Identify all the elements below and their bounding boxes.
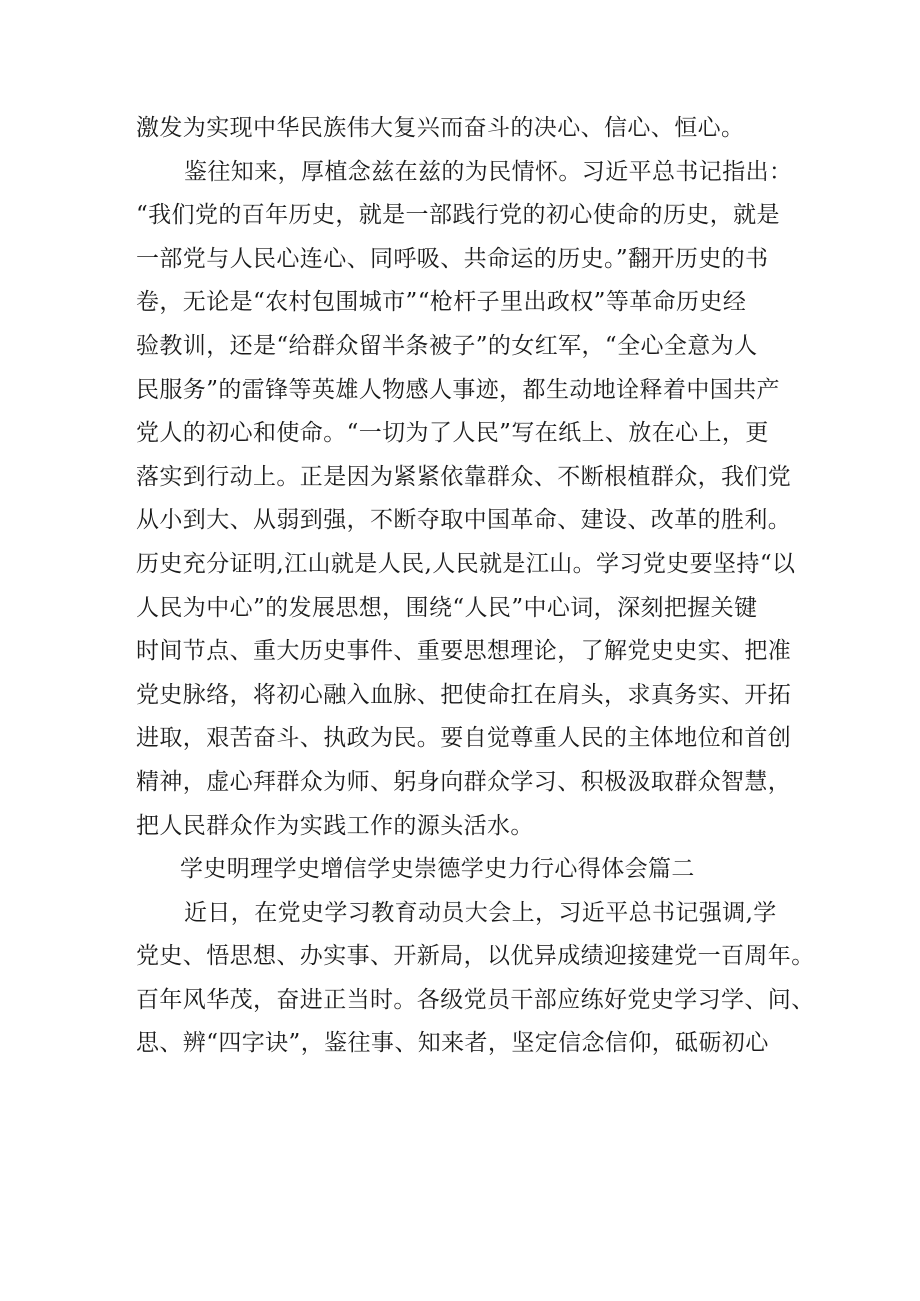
text-line: 人民为中心”的发展思想，围绕“人民”中心词，深刻把握关键 bbox=[136, 594, 758, 621]
text-line: 一部党与人民心连心、同呼吸、共命运的历史。”翻开历史的书 bbox=[136, 245, 769, 272]
text-line: 历史充分证明,江山就是人民,人民就是江山。学习党史要坚持“以 bbox=[136, 550, 796, 577]
paragraph-start-line: 鉴往知来，厚植念兹在兹的为民情怀。习近平总书记指出： bbox=[184, 158, 793, 185]
text-line: 党史脉络，将初心融入血脉、把使命扛在肩头，求真务实、开拓 bbox=[136, 681, 792, 708]
text-line: 进取，艰苦奋斗、执政为民。要自觉尊重人民的主体地位和首创 bbox=[136, 725, 792, 752]
text-line: 精神，虚心拜群众为师、躬身向群众学习、积极汲取群众智慧， bbox=[136, 768, 792, 795]
text-line: 卷，无论是“农村包围城市”“枪杆子里出政权”等革命历史经 bbox=[136, 289, 747, 316]
text-line: 落实到行动上。正是因为紧紧依靠群众、不断根植群众，我们党 bbox=[136, 463, 792, 490]
document-body bbox=[136, 107, 815, 1066]
text-line: 党史、悟思想、办实事、开新局，以优异成绩迎接建党一百周年。 bbox=[136, 943, 815, 970]
text-line: 思、辨“四字诀”，鉴往事、知来者，坚定信念信仰，砥砺初心 bbox=[136, 1030, 769, 1057]
text-line: 时间节点、重大历史事件、重要思想理论，了解党史史实、把准 bbox=[136, 638, 792, 665]
text-line: 民服务”的雷锋等英雄人物感人事迹，都生动地诠释着中国共产 bbox=[136, 376, 780, 403]
section-heading: 学史明理学史增信学史崇德学史力行心得体会篇二 bbox=[180, 856, 695, 883]
text-line: 党人的初心和使命。“一切为了人民”写在纸上、放在心上，更 bbox=[136, 420, 769, 447]
text-line: 从小到大、从弱到强，不断夺取中国革命、建设、改革的胜利。 bbox=[136, 507, 792, 534]
text-line: 把人民群众作为实践工作的源头活水。 bbox=[136, 812, 534, 839]
text-line: 验教训，还是“给群众留半条被子”的女红军，“全心全意为人 bbox=[136, 332, 758, 359]
paragraph-start-line: 近日，在党史学习教育动员大会上，习近平总书记强调,学 bbox=[184, 899, 777, 926]
text-line: 百年风华茂，奋进正当时。各级党员干部应练好党史学习学、问、 bbox=[136, 986, 815, 1013]
text-line: 激发为实现中华民族伟大复兴而奋斗的决心、信心、恒心。 bbox=[136, 115, 745, 141]
text-line: “我们党的百年历史，就是一部践行党的初心使命的历史，就是 bbox=[136, 202, 780, 229]
